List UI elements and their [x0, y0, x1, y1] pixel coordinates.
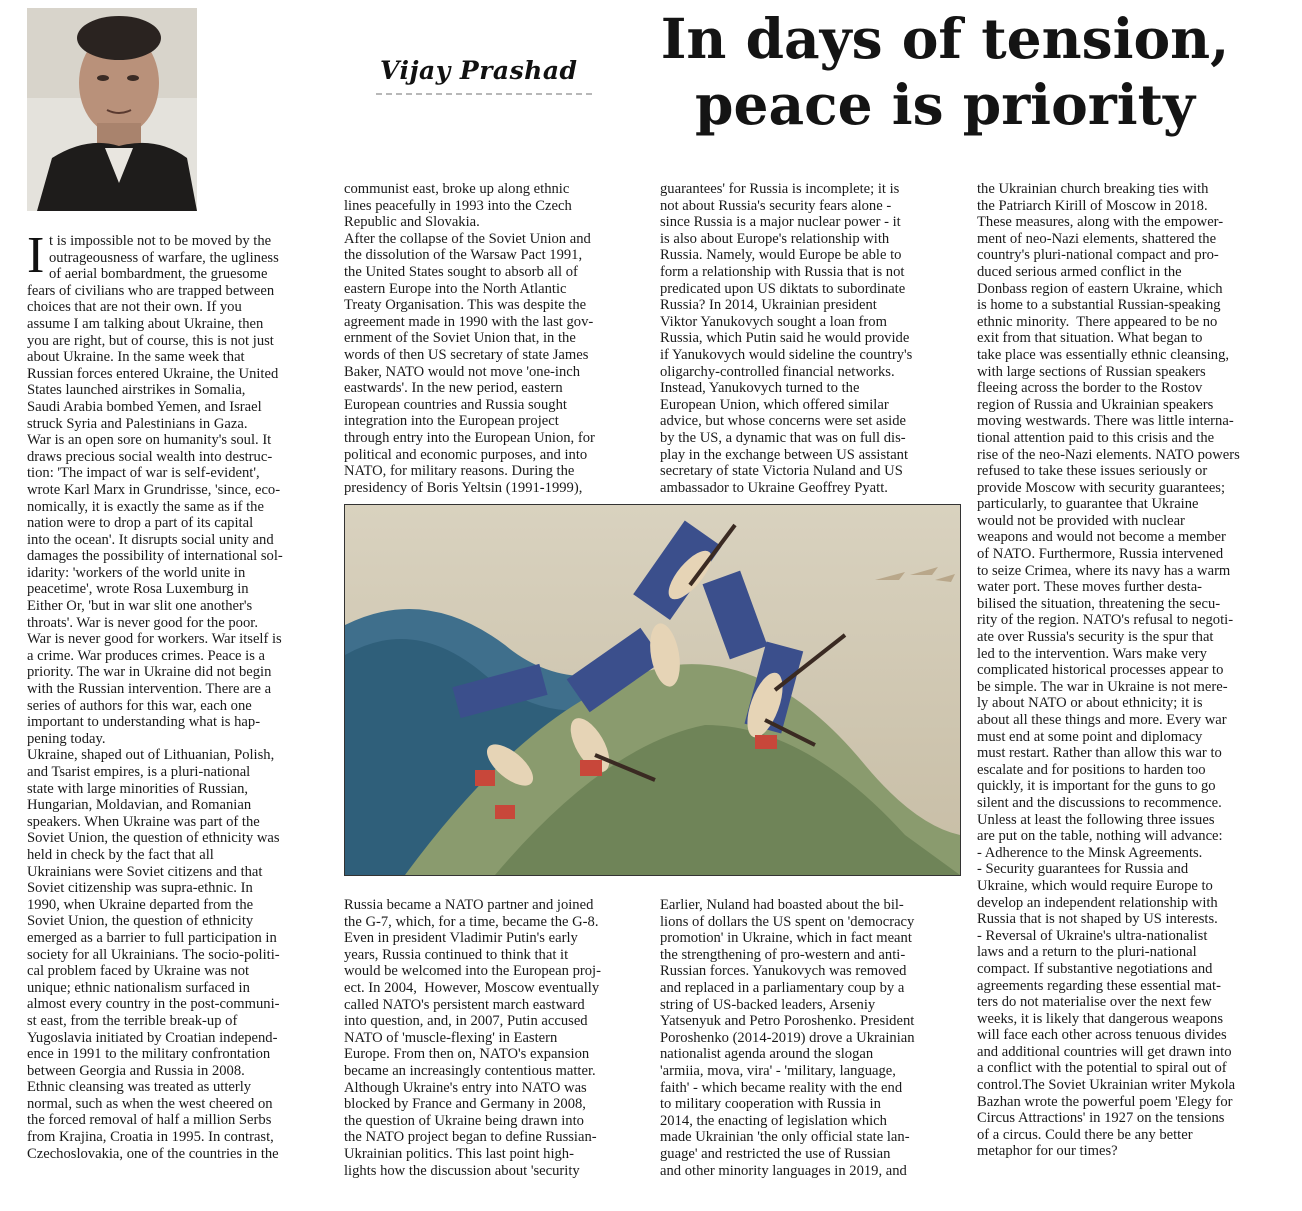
- column-1-line: from Krajina, Croatia in 1995. In contrast,: [27, 1129, 274, 1146]
- column-1-line: the forced removal of half a million Serbs: [27, 1112, 272, 1129]
- column-1-line: held in check by the fact that all: [27, 846, 214, 863]
- author-photo: [27, 8, 197, 211]
- column-1-line: States launched airstrikes in Somalia,: [27, 382, 246, 399]
- column-1-line: you are right, but of course, this is not just: [27, 332, 274, 349]
- column-1-line: unique; ethnic nationalism surfaced in: [27, 979, 250, 996]
- headline-line-1: In days of tension,: [660, 6, 1230, 71]
- column-1-line: Soviet Union, the question of ethnicity: [27, 913, 254, 930]
- column-1-line: a crime. War produces crimes. Peace is a: [27, 647, 266, 664]
- column-1-line: emerged as a barrier to full participation in: [27, 929, 277, 946]
- column-1-line: Either Or, 'but in war slit one another's: [27, 598, 253, 615]
- column-1-line: Russian forces entered Ukraine, the United: [27, 365, 279, 382]
- column-1-line: outrageousness of warfare, the ugliness: [49, 249, 279, 266]
- column-1-line: Saudi Arabia bombed Yemen, and Israel: [27, 398, 262, 415]
- column-1-line: wrote Karl Marx in Grundrisse, 'since, eco-: [27, 481, 281, 498]
- column-1-text: [27, 233, 325, 1162]
- column-1-line: series of authors for this war, each one: [27, 697, 252, 714]
- column-1-line: Czechoslovakia, one of the countries in the: [27, 1145, 279, 1162]
- painting-flying-figures-image: [345, 505, 960, 875]
- column-1-line: t is impossible not to be moved by the: [49, 233, 272, 249]
- column-1-line: and Tsarist empires, is a pluri-national: [27, 764, 251, 780]
- column-1-line: st east, from the terrible break-up of: [27, 1012, 238, 1029]
- column-1-line: Yugoslavia initiated by Croatian independ-: [27, 1029, 278, 1046]
- column-1-line: draws precious social wealth into destruc-: [27, 448, 273, 465]
- column-1-line: almost every country in the post-communi-: [27, 996, 280, 1013]
- column-1-line: War is an open sore on humanity's soul. It: [27, 432, 272, 449]
- article-column-2-top: communist east, broke up along ethnic lines peacefully in 1993 into the Czech Republic and Slovakia. After the collapse of the Soviet Union and the dissolution of the Warsaw Pact 1991, the United States sought to absorb all of eastern Europe into the North Atlantic Treaty Organisation. This was despite the agreement made in 1990 with the last gov- ernment of the Soviet Union that, in the words of then US secretary of state James Baker, NATO would not move 'one-inch eastwards'. In the new period, eastern European countries and Russia sought integration into the European project through entry into the European Union, for political and economic purposes, and into NATO, for military reasons. During the presidency of Boris Yeltsin (1991-1999),: [344, 181, 595, 496]
- article-column-3-bottom: Earlier, Nuland had boasted about the bil- lions of dollars the US spent on 'democracy promotion' in Ukraine, which in fact meant the strengthening of pro-western and anti- Russian forces. Yanukovych was removed and replaced in a parliamentary coup by a string of US-backed leaders, Arseniy Yatsenyuk and Petro Poroshenko. President Poroshenko (2014-2019) drove a Ukrainian nationalist agenda around the slogan 'armiia, mova, vira' - 'military, language, faith' - which became reality with the end to military cooperation with Russia in 2014, the enacting of legislation which made Ukrainian 'the only official state lan- guage' and restricted the use of Russian and other minority languages in 2019, and: [660, 897, 915, 1179]
- column-1-line: ence in 1991 to the military confrontation: [27, 1046, 271, 1063]
- column-1-line: Ukraine, shaped out of Lithuanian, Polish,: [27, 747, 275, 764]
- column-1-line: War is never good for workers. War itself is: [27, 631, 282, 648]
- article-column-4: the Ukrainian church breaking ties with the Patriarch Kirill of Moscow in 2018. These measures, along with the empower- ment of neo-Nazi elements, shattered the country's pluri-national compact and pro- duced serious armed conflict in the Donbass region of eastern Ukraine, which is home to a substantial Russian-speaking ethnic minority. There appeared to be no exit from that situation. What began to take place was essentially ethnic cleansing, with large sections of Russian speakers fleeing across the border to the Rostov region of Russia and Ukrainian speakers moving westwards. There was little interna- tional attention paid to this crisis and the rise of the neo-Nazi elements. NATO powers refused to take these issues seriously or provide Moscow with security guarantees; particularly, to guarantee that Ukraine would not be provided with nuclear weapons and would not become a member of NATO. Furthermore, Russia intervened to seize Crimea, where its navy has a warm water port. These moves further desta- bilised the situation, threatening the secu- rity of the region. NATO's refusal to negoti- ate over Russia's security is the spur that led to the intervention. Wars make very complicated historical processes appear to be simple. The war in Ukraine is not mere- ly about NATO or about ethnicity; it is about all these things and more. Every war must end at some point and diplomacy must restart. Rather than allow this war to escalate and for positions to harden too quickly, it is important for the guns to go silent and the discussions to recommence. Unless at least the following three issues are put on the table, nothing will advance: - Adherence to the Minsk Agreements. - Security guarantees for Russia and Ukraine, which would require Europe to develop an independent relationship with Russia that is not shaped by US interests. - Reversal of Ukraine's ultra-nationalist laws and a return to the pluri-national compact. If substantive negotiations and agreements regarding these essential mat- ters do not materialise over the next few weeks, it is likely that dangerous weapons will face each other across tenuous divides and additional countries will get drawn into a conflict with the potential to spiral out of control.The Soviet Ukrainian writer Mykola Bazhan wrote the powerful poem 'Elegy for Circus Attractions' in 1927 on the tensions of a circus. Could there be any better metaphor for our times?: [977, 181, 1240, 1160]
- column-1-line: Ukrainians were Soviet citizens and that: [27, 863, 263, 880]
- column-1-line: nation were to drop a part of its capital: [27, 515, 254, 532]
- column-1-line: speakers. When Ukraine was part of the: [27, 813, 260, 830]
- column-1-line: important to understanding what is hap-: [27, 714, 261, 731]
- column-1-line: nomically, it is exactly the same as if the: [27, 498, 264, 515]
- column-1-line: society for all Ukrainians. The socio-politi-: [27, 946, 280, 963]
- column-1-line: of aerial bombardment, the gruesome: [49, 266, 268, 283]
- byline-divider: [376, 93, 592, 95]
- column-1-line: struck Syria and Palestinians in Gaza.: [27, 415, 248, 432]
- column-1-line: cal problem faced by Ukraine was not: [27, 963, 250, 980]
- column-1-line: normal, such as when the west cheered on: [27, 1095, 273, 1112]
- column-1-line: pening today.: [27, 730, 106, 747]
- headline: [600, 6, 1290, 138]
- article-column-2-bottom: Russia became a NATO partner and joined the G-7, which, for a time, became the G-8. Even in president Vladimir Putin's early years, Russia continued to think that it would be welcomed into the European proj- ect. In 2004, However, Moscow eventually called NATO's persistent march eastward into question, and, in 2007, Putin accused NATO of 'muscle-flexing' in Eastern Europe. From then on, NATO's expansion became an increasingly contentious matter. Although Ukraine's entry into NATO was blocked by France and Germany in 2008, the question of Ukraine being drawn into the NATO project began to define Russian- Ukrainian politics. This last point high- lights how the discussion about 'security: [344, 897, 601, 1179]
- article-illustration: [344, 504, 961, 876]
- column-1-line: Soviet citizenship was supra-ethnic. In: [27, 880, 253, 897]
- column-1-line: into the ocean'. It disrupts social unity and: [27, 531, 274, 548]
- column-1-line: between Georgia and Russia in 2008.: [27, 1062, 245, 1079]
- article-column-1: [27, 233, 325, 1162]
- column-1-line: with the Russian intervention. There are a: [27, 681, 272, 698]
- column-1-line: 1990, when Ukraine departed from the: [27, 896, 254, 913]
- column-1-line: state with large minorities of Russian,: [27, 780, 249, 797]
- author-portrait-image: [27, 8, 197, 211]
- column-1-line: peacetime', wrote Rosa Luxemburg in: [27, 581, 249, 598]
- column-1-line: fears of civilians who are trapped between: [27, 282, 275, 299]
- column-1-line: idarity: 'workers of the world unite in: [27, 564, 246, 581]
- column-1-line: tion: 'The impact of war is self-evident',: [27, 465, 260, 482]
- column-1-line: Soviet Union, the question of ethnicity was: [27, 830, 280, 847]
- article-column-3-top: guarantees' for Russia is incomplete; it is not about Russia's security fears alone - since Russia is a major nuclear power - it is also about Europe's relationship with Russia. Namely, would Europe be able to form a relationship with Russia that is not predicated upon US diktats to subordinate Russia? In 2014, Ukrainian president Viktor Yanukovych sought a loan from Russia, which Putin said he would provide if Yanukovych would sideline the country's oligarchy-controlled financial networks. Instead, Yanukovych turned to the European Union, which offered similar advice, but whose concerns were set aside by the US, a dynamic that was on full dis- play in the exchange between US assistant secretary of state Victoria Nuland and US ambassador to Ukraine Geoffrey Pyatt.: [660, 181, 913, 496]
- column-1-line: Ethnic cleansing was treated as utterly: [27, 1079, 252, 1096]
- column-1-line: Hungarian, Moldavian, and Romanian: [27, 797, 252, 814]
- column-1-line: priority. The war in Ukraine did not begin: [27, 664, 272, 681]
- headline-line-2: peace is priority: [695, 72, 1195, 137]
- column-1-line: damages the possibility of international sol-: [27, 548, 283, 565]
- drop-cap: I: [27, 227, 45, 284]
- author-byline: Vijay Prashad: [380, 56, 578, 85]
- column-1-line: assume I am talking about Ukraine, then: [27, 315, 264, 332]
- column-1-line: throats'. War is never good for the poor.: [27, 614, 258, 631]
- column-1-line: about Ukraine. In the same week that: [27, 349, 245, 366]
- column-1-line: choices that are not their own. If you: [27, 299, 242, 316]
